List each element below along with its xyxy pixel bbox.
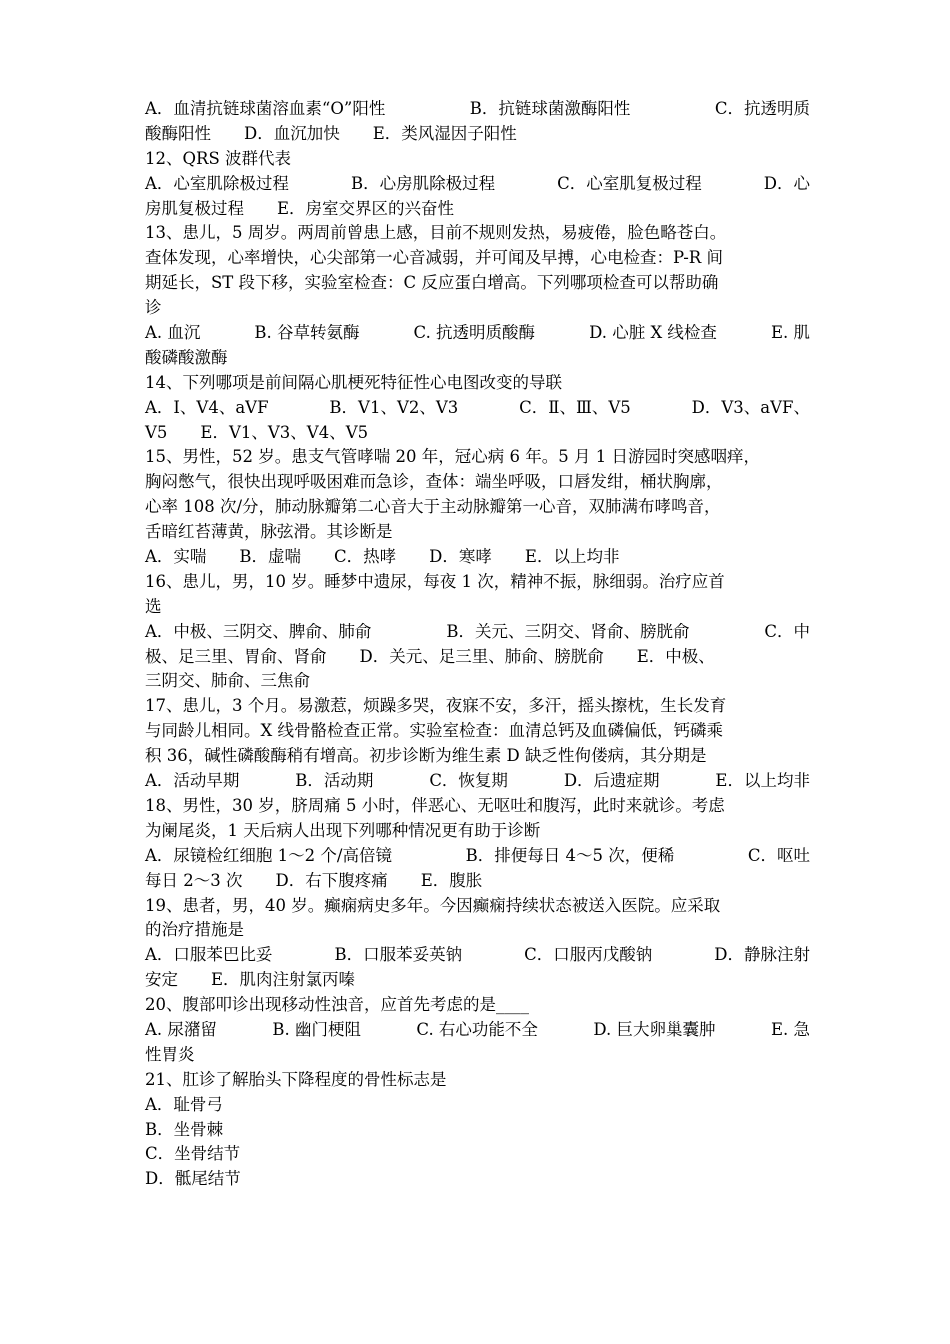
option-text: B. 谷草转氨酶	[254, 323, 360, 343]
text-line: 胸闷憋气，很快出现呼吸困难而急诊，查体：端坐呼吸，口唇发绀，桶状胸廓，	[145, 472, 723, 492]
option-text: B．排便每日 4～5 次，便稀	[465, 845, 675, 865]
option-text: C．口服丙戊酸钠	[524, 945, 653, 965]
option-text: A．Ⅰ、V4、aVF	[145, 397, 269, 417]
text-line: 三阴交、肺俞、三焦俞	[145, 671, 310, 691]
text-line: C．坐骨结节	[145, 1144, 241, 1164]
option-text: D. 巨大卵巢囊肿	[593, 1019, 716, 1039]
option-text: B．关元、三阴交、肾俞、膀胱俞	[446, 621, 690, 641]
text-line: 每日 2～3 次 D．右下腹疼痛 E．腹胀	[145, 870, 483, 890]
option-text: A. 尿潴留	[145, 1019, 217, 1039]
option-text: C．恢复期	[429, 771, 508, 791]
option-text: E．以上均非	[715, 771, 810, 791]
option-text: C．中	[764, 621, 810, 641]
option-text: E. 急	[770, 1019, 810, 1039]
option-line	[145, 321, 810, 346]
text-line: 16、患儿，男，10 岁。睡梦中遗尿，每夜 1 次，精神不振，脉细弱。治疗应首	[145, 571, 725, 591]
option-text: A．血清抗链球菌溶血素“O”阳性	[145, 99, 386, 118]
text-line: A．耻骨弓	[145, 1094, 223, 1114]
option-text: B．口服苯妥英钠	[334, 945, 463, 965]
option-text: B．心房肌除极过程	[350, 173, 496, 193]
text-line: 与同龄儿相同。X 线骨骼检查正常。实验室检查：血清总钙及血磷偏低，钙磷乘	[145, 721, 723, 741]
text-line: 诊	[145, 298, 162, 318]
option-text: A. 血沉	[145, 323, 201, 343]
option-line	[145, 97, 810, 122]
text-line: 安定 E．肌肉注射氯丙嗪	[145, 970, 356, 990]
option-text: A．口服苯巴比妥	[145, 945, 273, 965]
text-line: A．实喘 B．虚喘 C．热哮 D．寒哮 E．以上均非	[145, 547, 620, 567]
option-text: C．抗透明质	[714, 99, 810, 118]
text-line: 积 36，碱性磷酸酶稍有增高。初步诊断为维生素 D 缺乏性佝偻病，其分期是	[145, 746, 707, 766]
text-line: 的治疗措施是	[145, 920, 244, 940]
text-line: 极、足三里、胃俞、肾俞 D．关元、足三里、肺俞、膀胱俞 E．中极、	[145, 646, 715, 666]
text-line: 19、患者，男，40 岁。癫痫病史多年。今因癫痫持续状态被送入医院。应采取	[145, 895, 721, 915]
option-text: E. 肌	[770, 323, 810, 343]
option-text: A．活动早期	[145, 771, 240, 791]
option-text: C．心室肌复极过程	[557, 173, 702, 193]
text-line: 心率 108 次/分，肺动脉瓣第二心音大于主动脉瓣第一心音，双肺满布哮鸣音，	[145, 497, 721, 517]
option-text: B．V1、V2、V3	[329, 397, 459, 417]
option-line	[145, 769, 810, 794]
text-line: 为阑尾炎，1 天后病人出现下列哪种情况更有助于诊断	[145, 820, 541, 840]
document-page	[145, 97, 810, 1192]
text-line: 21、肛诊了解胎头下降程度的骨性标志是	[145, 1069, 447, 1089]
text-line: 20、腹部叩诊出现移动性浊音，应首先考虑的是____	[145, 995, 529, 1015]
option-text: C．呕吐	[747, 845, 810, 865]
text-line: 酸酶阳性 D．血沉加快 E．类风湿因子阳性	[145, 123, 517, 143]
option-line	[145, 943, 810, 968]
text-line: 查体发现，心率增快，心尖部第一心音减弱，并可闻及早搏，心电检查：P-R 间	[145, 248, 723, 268]
option-line	[145, 844, 810, 869]
option-text: C．Ⅱ、Ⅲ、V5	[519, 397, 631, 417]
text-line: 18、男性，30 岁，脐周痛 5 小时，伴恶心、无呕吐和腹泻，此时来就诊。考虑	[145, 795, 725, 815]
option-text: B．抗链球菌激酶阳性	[469, 99, 631, 118]
option-text: D．V3、aVF、	[691, 397, 810, 417]
text-line: 13、患儿，5 周岁。两周前曾患上感，目前不规则发热，易疲倦，脸色略苍白。	[145, 223, 727, 243]
option-text: B. 幽门梗阻	[272, 1019, 361, 1039]
option-line	[145, 1018, 810, 1043]
text-line: 15、男性，52 岁。患支气管哮喘 20 年，冠心病 6 年。5 月 1 日游园时突感咽痒，	[145, 447, 760, 467]
option-text: A．中极、三阴交、脾俞、肺俞	[145, 621, 372, 641]
text-line: 14、下列哪项是前间隔心肌梗死特征性心电图改变的导联	[145, 372, 562, 392]
option-text: C. 右心功能不全	[416, 1019, 538, 1039]
option-line	[145, 396, 810, 421]
option-text: D．静脉注射	[714, 945, 810, 965]
text-line: 性胃炎	[145, 1044, 195, 1064]
text-line: 房肌复极过程 E．房室交界区的兴奋性	[145, 198, 455, 218]
option-text: B．活动期	[295, 771, 374, 791]
option-text: D．后遗症期	[563, 771, 660, 791]
option-text: D. 心脏 X 线检查	[589, 323, 717, 343]
option-line	[145, 620, 810, 645]
text-line: 17、患儿，3 个月。易激惹，烦躁多哭，夜寐不安，多汗，摇头擦枕，生长发育	[145, 696, 727, 716]
text-line: D．骶尾结节	[145, 1169, 241, 1189]
text-line: V5 E．V1、V3、V4、V5	[145, 422, 369, 442]
text-line: 期延长，ST 段下移，实验室检查：C 反应蛋白增高。下列哪项检查可以帮助确	[145, 273, 719, 293]
option-line	[145, 172, 810, 197]
text-line: 选	[145, 596, 162, 616]
text-line: 舌暗红苔薄黄，脉弦滑。其诊断是	[145, 522, 393, 542]
text-line: 酸磷酸激酶	[145, 347, 228, 367]
option-text: A．尿镜检红细胞 1～2 个/高倍镜	[145, 845, 392, 865]
text-line: 12、QRS 波群代表	[145, 148, 291, 168]
option-text: D．心	[763, 173, 810, 193]
text-line: B．坐骨棘	[145, 1119, 224, 1139]
option-text: C. 抗透明质酸酶	[413, 323, 536, 343]
option-text: A．心室肌除极过程	[145, 173, 289, 193]
